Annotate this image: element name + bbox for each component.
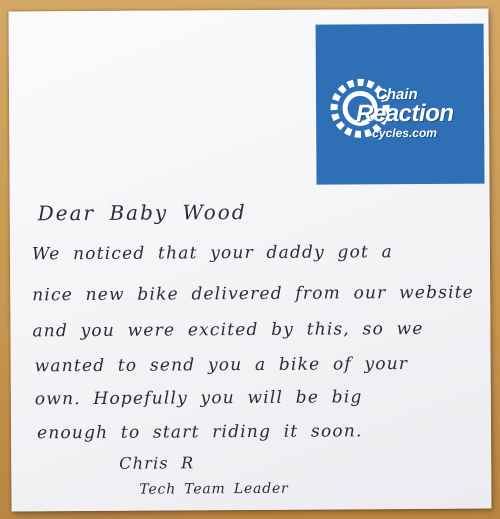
logo-word-reaction: Reaction — [356, 99, 454, 128]
letter-line: own. Hopefully you will be big — [34, 387, 363, 410]
letter-line: and you were excited by this, so we — [32, 318, 424, 342]
signature-title: Tech Team Leader — [139, 480, 289, 498]
signature-name: Chris R — [119, 453, 195, 473]
letter-line: nice new bike delivered from our website — [32, 282, 475, 306]
letter-line: wanted to send you a bike of your — [34, 354, 409, 377]
letter-line: We noticed that your daddy got a — [31, 242, 394, 265]
logo-word-chain: Chain — [375, 85, 418, 104]
handwritten-letter — [8, 9, 491, 512]
logo-word-cycles: cycles.com — [372, 125, 437, 141]
letter-line: enough to start riding it soon. — [36, 421, 363, 444]
letter-greeting: Dear Baby Wood — [37, 200, 247, 226]
letter-paper — [8, 9, 491, 512]
